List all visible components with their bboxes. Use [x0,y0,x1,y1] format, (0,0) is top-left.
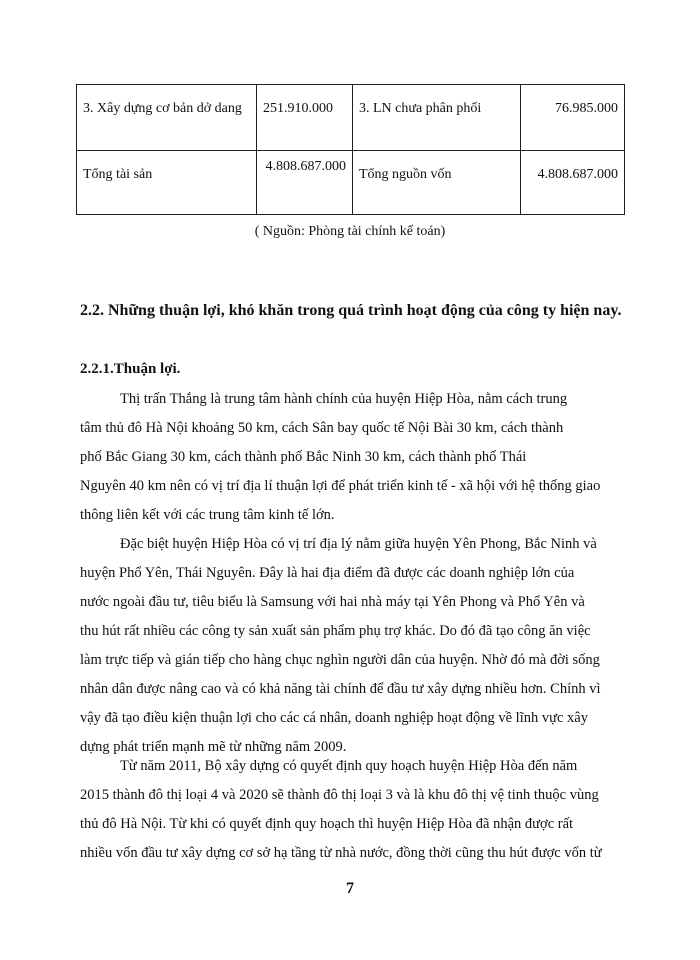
table-cell: 76.985.000 [521,85,625,151]
paragraph-line: thu hút rất nhiều các công ty sản xuất sản phẩm phụ trợ khác. Do đó đã tạo công ăn việc [80,623,591,639]
paragraph-line: làm trực tiếp và gián tiếp cho hàng chục nghìn người dân của huyện. Nhờ đó mà đời sống [80,652,600,668]
table-cell: Tổng tài sản [77,151,257,215]
paragraph [80,530,628,762]
section-heading: 2.2. Những thuận lợi, khó khăn trong quá trình hoạt động của công ty hiện nay. [80,302,622,319]
paragraph [80,752,628,868]
table-cell: Tổng nguồn vốn [353,151,521,215]
paragraph-line: 2015 thành đô thị loại 4 và 2020 sẽ thành đô thị loại 3 và là khu đô thị vệ tinh thuộc vùng [80,787,599,803]
paragraph-line: nhiều vốn đầu tư xây dựng cơ sở hạ tầng từ nhà nước, đồng thời cũng thu hút được vốn từ [80,845,602,861]
page-number: 7 [346,880,354,897]
paragraph-line: Từ năm 2011, Bộ xây dựng có quyết định quy hoạch huyện Hiệp Hòa đến năm [120,758,578,774]
paragraph-line: huyện Phổ Yên, Thái Nguyên. Đây là hai địa điểm đã được các doanh nghiệp lớn của [80,565,575,581]
paragraph-line: thủ đô Hà Nội. Từ khi có quyết định quy hoạch thì huyện Hiệp Hòa đã nhận được rất [80,816,574,832]
table-cell: 4.808.687.000 [257,151,353,215]
paragraph-line: thông liên kết với các trung tâm kinh tế lớn. [80,507,335,523]
paragraph-line: phố Bắc Giang 30 km, cách thành phố Bắc Ninh 30 km, cách thành phố Thái [80,449,527,465]
paragraph [80,385,628,530]
paragraph-line: dựng phát triển mạnh mẽ từ những năm 2009. [80,739,347,755]
paragraph-line: Thị trấn Thắng là trung tâm hành chính của huyện Hiệp Hòa, nằm cách trung [120,391,568,407]
subsection-heading: 2.2.1.Thuận lợi. [80,361,181,377]
paragraph-line: tâm thủ đô Hà Nội khoảng 50 km, cách Sân bay quốc tế Nội Bài 30 km, cách thành [80,420,564,436]
table-row [77,151,625,215]
paragraph-line: Đặc biệt huyện Hiệp Hòa có vị trí địa lý nằm giữa huyện Yên Phong, Bắc Ninh và [120,536,597,552]
paragraph-line: nước ngoài đầu tư, tiêu biểu là Samsung với hai nhà máy tại Yên Phong và Phổ Yên và [80,594,585,610]
paragraph-line: nhân dân được nâng cao và có khả năng tài chính để đầu tư xây dựng nhiều hơn. Chính vì [80,681,601,697]
table-cell: 251.910.000 [257,85,353,151]
table-row [77,85,625,151]
paragraph-line: Nguyên 40 km nên có vị trí địa lí thuận lợi để phát triển kinh tế - xã hội với hệ thống giao [80,478,601,494]
paragraph-line: vậy đã tạo điều kiện thuận lợi cho các cá nhân, doanh nghiệp hoạt động về lĩnh vực xây [80,710,588,726]
balance-sheet-table [76,84,625,215]
table-source-caption: ( Nguồn: Phòng tài chính kế toán) [254,224,446,239]
table-cell: 3. LN chưa phân phối [353,85,521,151]
table-cell: 4.808.687.000 [521,151,625,215]
table-cell: 3. Xây dựng cơ bản dở dang [77,85,257,151]
